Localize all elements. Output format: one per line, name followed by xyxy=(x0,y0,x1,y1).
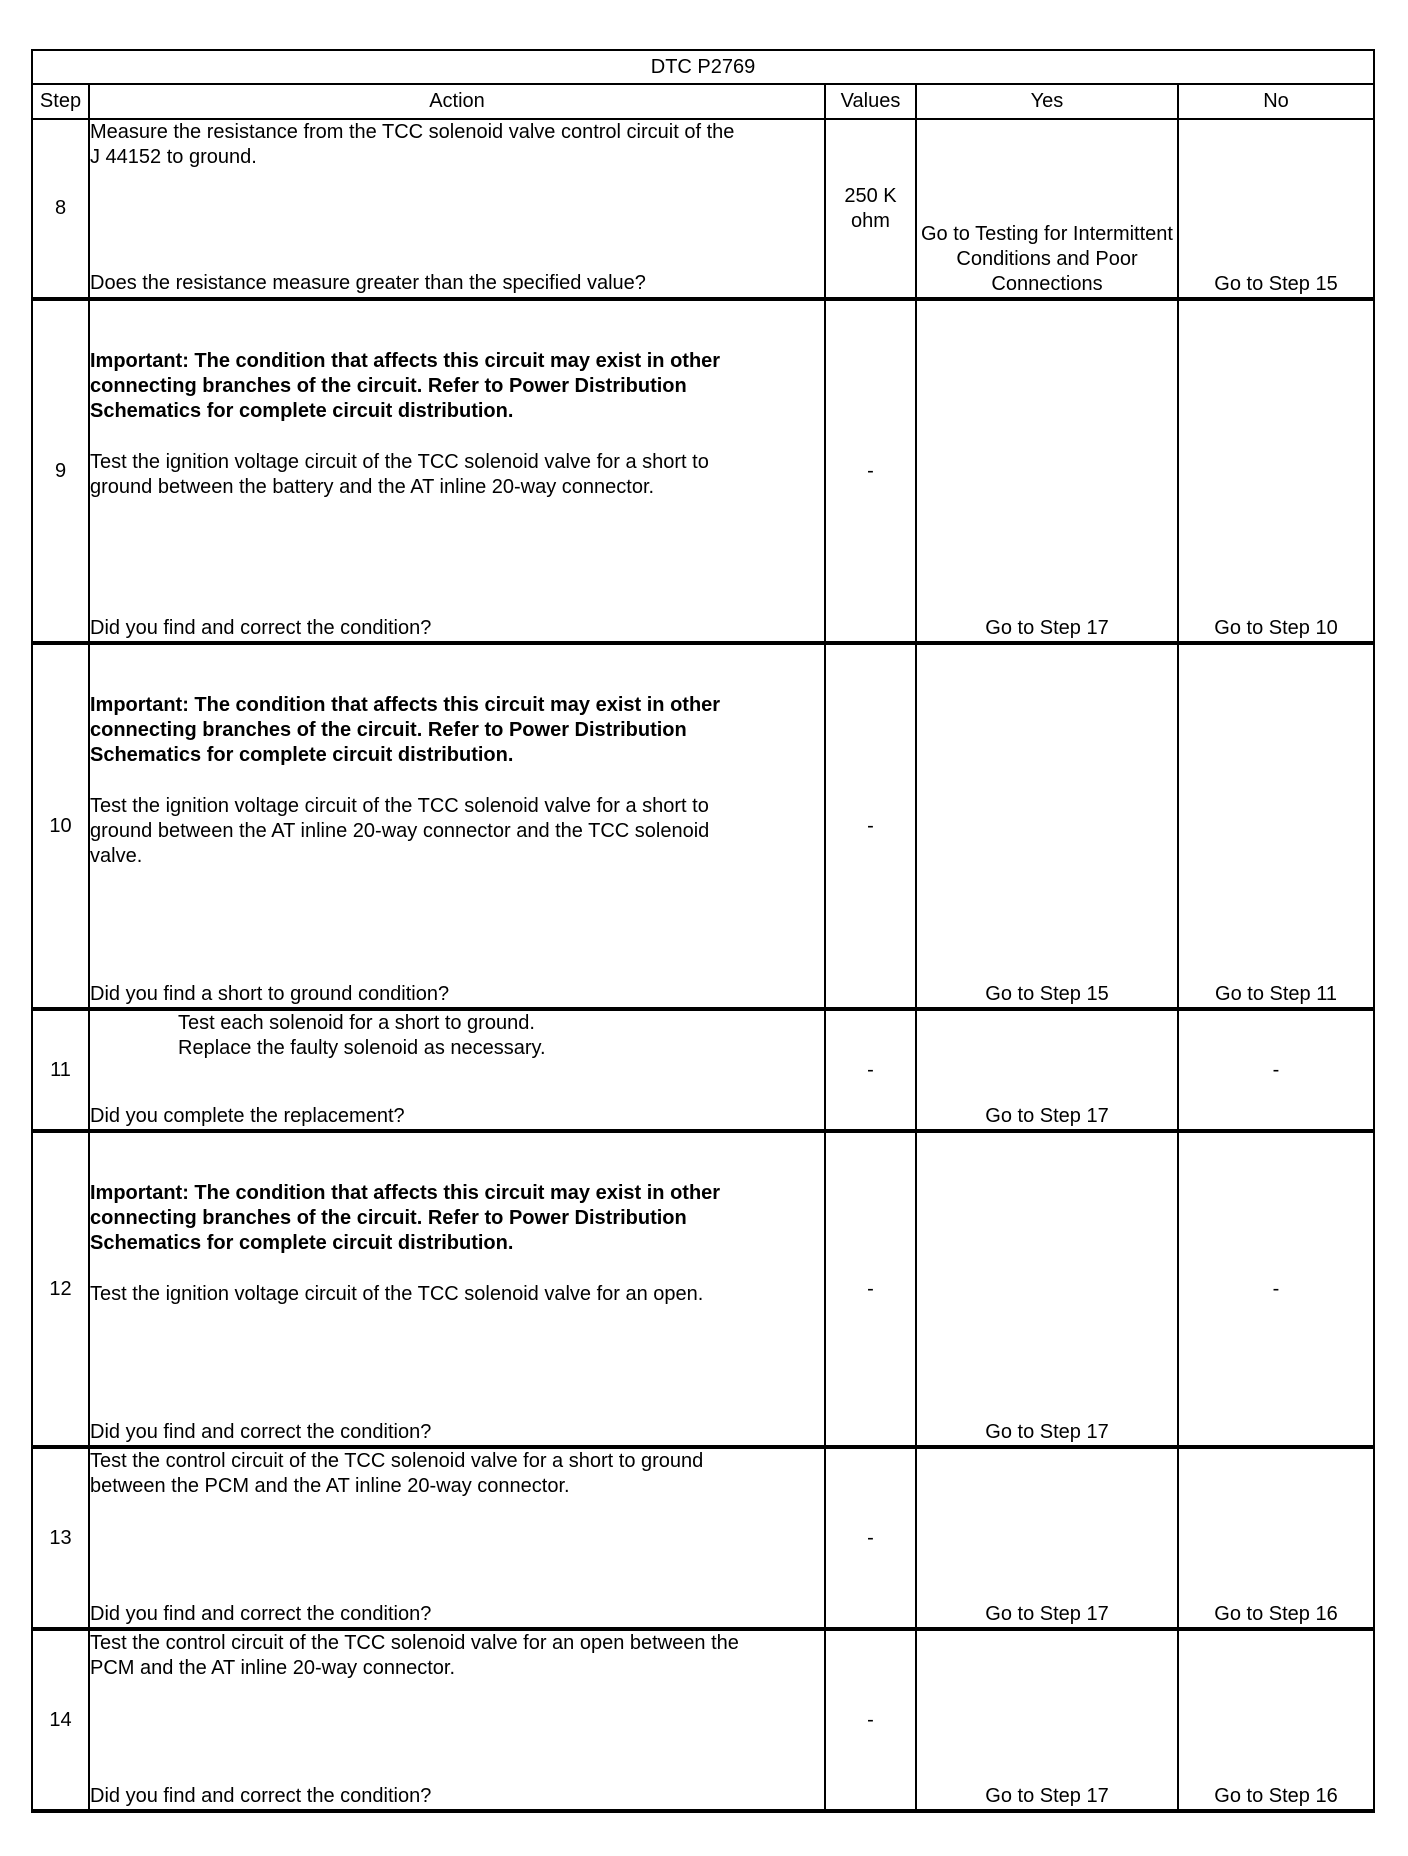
yes-cell: Go to Step 17 xyxy=(916,1629,1178,1811)
no-cell: Go to Step 16 xyxy=(1178,1447,1374,1629)
important-note: Important: The condition that affects this circuit may exist in other connecting branches of the circuit. Refer to Power Distribution Schematics for complete circuit distribution. xyxy=(90,1182,721,1254)
yes-cell: Go to Step 17 xyxy=(916,299,1178,643)
table-row xyxy=(32,643,1374,1009)
value-cell: - xyxy=(825,1629,916,1811)
dtc-table xyxy=(31,49,1375,1813)
action-cell xyxy=(89,643,825,1009)
value-cell: - xyxy=(825,643,916,1009)
step-number: 8 xyxy=(32,119,89,299)
no-cell: Go to Step 15 xyxy=(1178,119,1374,299)
table-title: DTC P2769 xyxy=(32,50,1374,84)
value-cell: 250 K ohm xyxy=(825,119,916,299)
action-question: Does the resistance measure greater than the specified value? xyxy=(90,272,646,294)
table-row xyxy=(32,299,1374,643)
table-row xyxy=(32,1629,1374,1811)
no-cell: - xyxy=(1178,1131,1374,1447)
action-cell xyxy=(89,1447,825,1629)
step-number: 13 xyxy=(32,1447,89,1629)
no-cell: Go to Step 11 xyxy=(1178,643,1374,1009)
step-number: 11 xyxy=(32,1009,89,1131)
value-cell: - xyxy=(825,1447,916,1629)
action-instruction: Test the ignition voltage circuit of the TCC solenoid valve for a short to ground between the battery and the AT inline 20-way connector. xyxy=(90,451,709,498)
value-cell: - xyxy=(825,299,916,643)
yes-cell: Go to Testing for Intermittent Conditions and Poor Connections xyxy=(916,119,1178,299)
action-question: Did you find and correct the condition? xyxy=(90,1603,432,1625)
header-step: Step xyxy=(32,84,89,119)
action-instruction: Test the control circuit of the TCC solenoid valve for an open between the PCM and the AT inline 20-way connector. xyxy=(90,1632,739,1679)
yes-cell: Go to Step 17 xyxy=(916,1447,1178,1629)
yes-cell: Go to Step 17 xyxy=(916,1131,1178,1447)
action-cell xyxy=(89,1131,825,1447)
dtc-table-frame xyxy=(31,49,1373,1813)
value-cell: - xyxy=(825,1009,916,1131)
action-cell xyxy=(89,119,825,299)
important-note: Important: The condition that affects this circuit may exist in other connecting branches of the circuit. Refer to Power Distribution Schematics for complete circuit distribution. xyxy=(90,694,721,766)
action-cell xyxy=(89,1009,825,1131)
no-cell: - xyxy=(1178,1009,1374,1131)
yes-cell: Go to Step 17 xyxy=(916,1009,1178,1131)
header-yes: Yes xyxy=(916,84,1178,119)
yes-cell: Go to Step 15 xyxy=(916,643,1178,1009)
action-question: Did you complete the replacement? xyxy=(90,1105,405,1127)
action-question: Did you find and correct the condition? xyxy=(90,1421,432,1443)
step-number: 12 xyxy=(32,1131,89,1447)
step-number: 10 xyxy=(32,643,89,1009)
action-cell xyxy=(89,299,825,643)
header-no: No xyxy=(1178,84,1374,119)
action-instruction: Measure the resistance from the TCC solenoid valve control circuit of the J 44152 to ground. xyxy=(90,121,735,168)
no-cell: Go to Step 10 xyxy=(1178,299,1374,643)
table-row xyxy=(32,1447,1374,1629)
header-action: Action xyxy=(89,84,825,119)
action-instruction: Test the control circuit of the TCC solenoid valve for a short to ground between the PCM and the AT inline 20-way connector. xyxy=(90,1450,704,1497)
action-question: Did you find and correct the condition? xyxy=(90,617,432,639)
action-instruction: Test the ignition voltage circuit of the TCC solenoid valve for an open. xyxy=(90,1283,704,1305)
table-row xyxy=(32,1009,1374,1131)
action-instruction: Test each solenoid for a short to ground. Replace the faulty solenoid as necessary. xyxy=(178,1012,546,1059)
header-values: Values xyxy=(825,84,916,119)
table-header-row xyxy=(32,84,1374,119)
step-number: 14 xyxy=(32,1629,89,1811)
action-instruction: Test the ignition voltage circuit of the TCC solenoid valve for a short to ground between the AT inline 20-way connector and the TCC solenoid valve. xyxy=(90,795,710,867)
no-cell: Go to Step 16 xyxy=(1178,1629,1374,1811)
action-question: Did you find and correct the condition? xyxy=(90,1785,432,1807)
table-title-row xyxy=(32,50,1374,84)
action-cell xyxy=(89,1629,825,1811)
action-question: Did you find a short to ground condition? xyxy=(90,983,450,1005)
value-cell: - xyxy=(825,1131,916,1447)
important-note: Important: The condition that affects this circuit may exist in other connecting branches of the circuit. Refer to Power Distribution Schematics for complete circuit distribution. xyxy=(90,350,721,422)
step-number: 9 xyxy=(32,299,89,643)
table-row xyxy=(32,1131,1374,1447)
table-row xyxy=(32,119,1374,299)
